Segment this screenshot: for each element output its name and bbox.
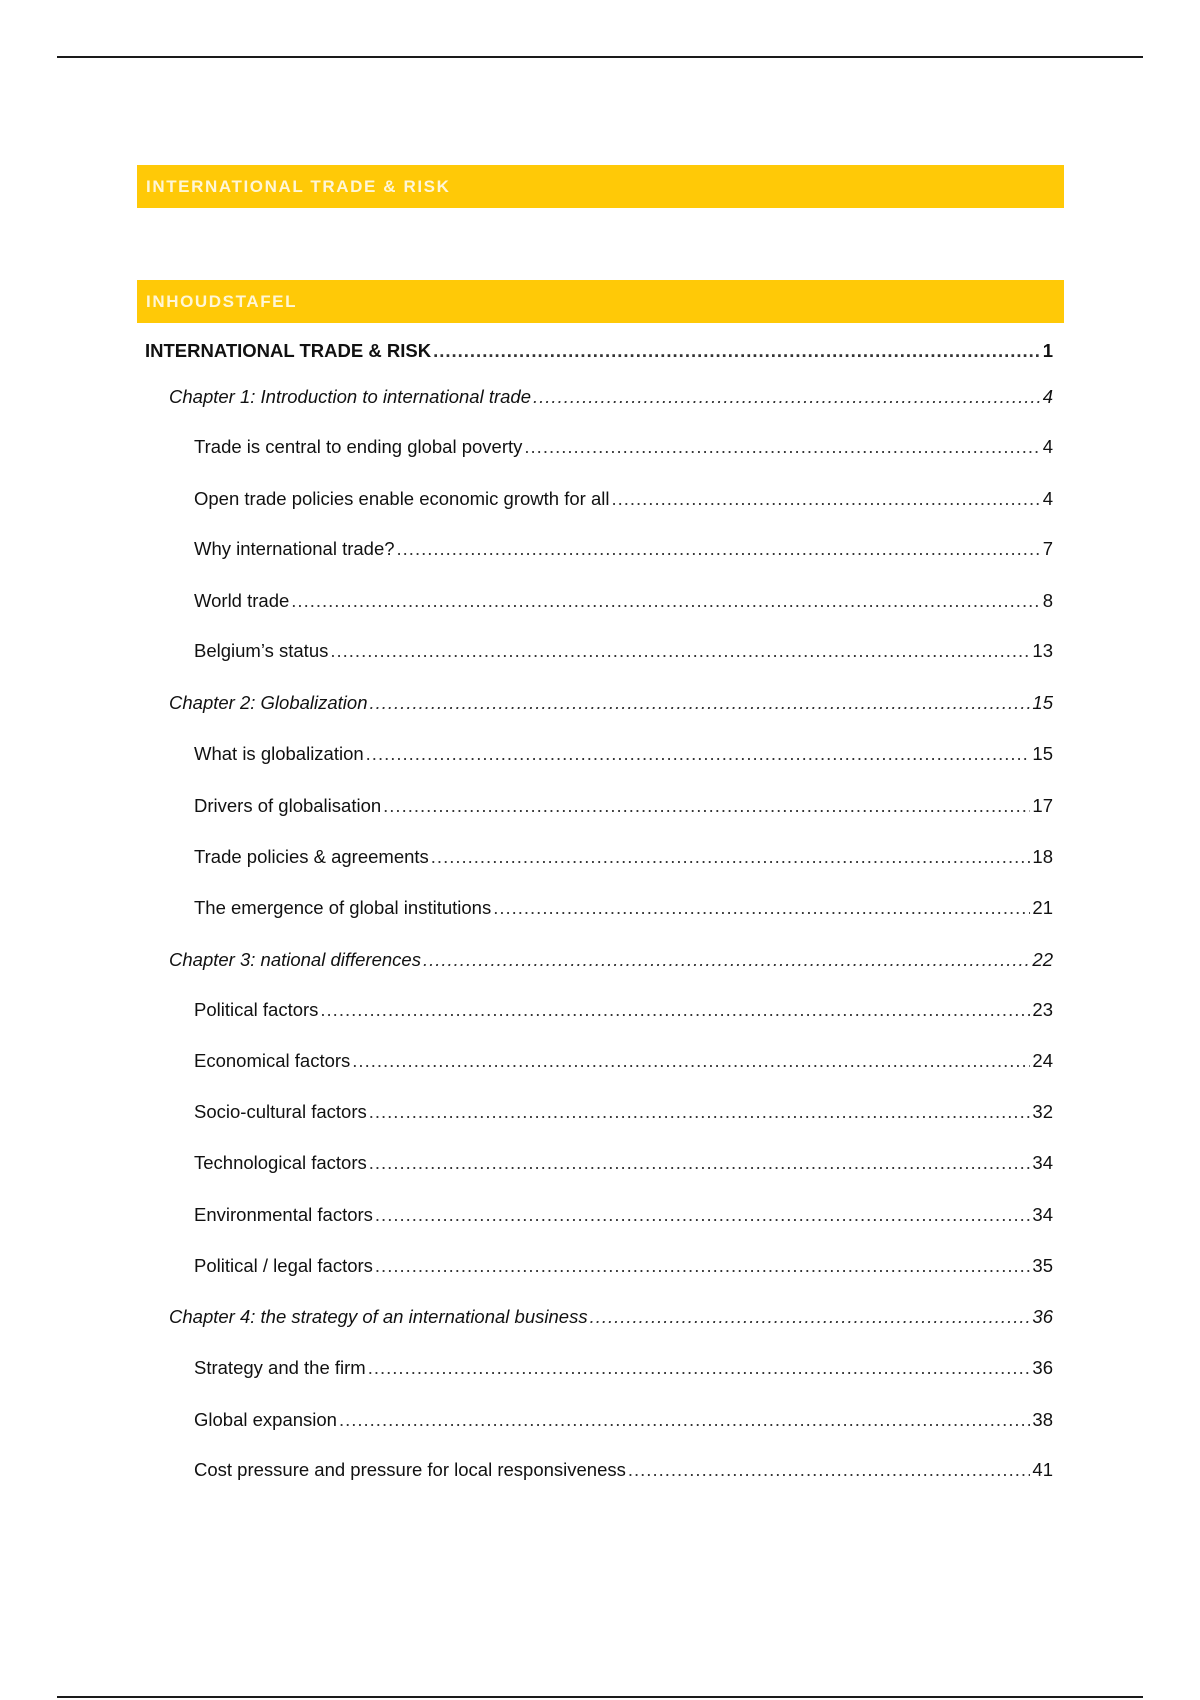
toc-entry-label: The emergence of global institutions <box>194 897 492 918</box>
toc-dot-leader <box>433 340 1041 362</box>
toc-entry-page-number: 1 <box>1042 340 1053 361</box>
toc-entry[interactable] <box>194 436 1053 466</box>
toc-entry-page-number: 13 <box>1032 640 1053 661</box>
header-rule <box>57 56 1143 58</box>
toc-entry-label: Why international trade? <box>194 538 395 559</box>
toc-dot-leader <box>397 538 1041 560</box>
toc-entry[interactable] <box>194 1409 1053 1439</box>
toc-entry-page-number: 18 <box>1032 846 1053 867</box>
toc-dot-leader <box>611 488 1040 510</box>
toc-entry[interactable] <box>145 340 1053 370</box>
toc-entry[interactable] <box>194 1357 1053 1387</box>
toc-entry-page-number: 34 <box>1032 1152 1053 1173</box>
toc-entry-label: Technological factors <box>194 1152 367 1173</box>
toc-entry-label: Drivers of globalisation <box>194 795 382 816</box>
toc-dot-leader <box>493 897 1030 919</box>
document-title: INTERNATIONAL TRADE & RISK <box>146 176 451 196</box>
toc-entry-label: INTERNATIONAL TRADE & RISK <box>145 340 432 361</box>
toc-dot-leader <box>423 949 1030 971</box>
toc-entry-label: Political factors <box>194 999 319 1020</box>
toc-entry-label: Political / legal factors <box>194 1255 373 1276</box>
toc-entry-page-number: 21 <box>1032 897 1053 918</box>
toc-dot-leader <box>368 1357 1031 1379</box>
toc-entry-page-number: 34 <box>1032 1204 1053 1225</box>
toc-entry[interactable] <box>169 692 1053 722</box>
toc-dot-leader <box>369 692 1030 714</box>
toc-dot-leader <box>383 795 1030 817</box>
toc-entry-label: Chapter 2: Globalization <box>169 692 368 713</box>
toc-dot-leader <box>375 1204 1031 1226</box>
toc-entry-label: Open trade policies enable economic growth for all <box>194 488 610 509</box>
toc-dot-leader <box>330 640 1030 662</box>
toc-entry-page-number: 22 <box>1032 949 1053 970</box>
toc-entry-label: Chapter 4: the strategy of an international business <box>169 1306 588 1327</box>
toc-entry-page-number: 36 <box>1032 1306 1053 1327</box>
toc-entry[interactable] <box>169 1306 1053 1336</box>
toc-entry[interactable] <box>194 1050 1053 1080</box>
toc-dot-leader <box>352 1050 1030 1072</box>
toc-entry-page-number: 4 <box>1042 488 1053 509</box>
toc-entry[interactable] <box>194 488 1053 518</box>
document-title-banner <box>137 165 1064 208</box>
toc-entry-page-number: 15 <box>1032 692 1053 713</box>
toc-entry-page-number: 32 <box>1032 1101 1053 1122</box>
toc-entry-page-number: 4 <box>1042 386 1053 407</box>
toc-entry-page-number: 23 <box>1032 999 1053 1020</box>
toc-entry-page-number: 7 <box>1042 538 1053 559</box>
toc-entry[interactable] <box>194 846 1053 876</box>
toc-entry[interactable] <box>194 1101 1053 1131</box>
toc-entry-label: What is globalization <box>194 743 364 764</box>
toc-entry[interactable] <box>169 386 1053 416</box>
toc-entry-label: Chapter 1: Introduction to international trade <box>169 386 532 407</box>
toc-dot-leader <box>431 846 1031 868</box>
toc-entry[interactable] <box>194 1204 1053 1234</box>
toc-entry-label: Environmental factors <box>194 1204 373 1225</box>
toc-entry-page-number: 41 <box>1032 1459 1053 1480</box>
toc-entry[interactable] <box>169 949 1053 979</box>
toc-entry[interactable] <box>194 640 1053 670</box>
toc-dot-leader <box>369 1101 1031 1123</box>
toc-entry-page-number: 35 <box>1032 1255 1053 1276</box>
toc-entry[interactable] <box>194 897 1053 927</box>
toc-entry-page-number: 8 <box>1042 590 1053 611</box>
toc-entry-label: Economical factors <box>194 1050 351 1071</box>
toc-entry[interactable] <box>194 1459 1053 1489</box>
toc-entry-page-number: 38 <box>1032 1409 1053 1430</box>
toc-entry-page-number: 36 <box>1032 1357 1053 1378</box>
toc-dot-leader <box>628 1459 1031 1481</box>
toc-entry[interactable] <box>194 1152 1053 1182</box>
toc-heading-banner <box>137 280 1064 323</box>
toc-dot-leader <box>590 1306 1031 1328</box>
toc-entry-label: World trade <box>194 590 290 611</box>
toc-entry-page-number: 15 <box>1032 743 1053 764</box>
toc-heading: INHOUDSTAFEL <box>146 291 298 311</box>
toc-entry-label: Strategy and the firm <box>194 1357 366 1378</box>
toc-entry-label: Trade is central to ending global poverty <box>194 436 523 457</box>
toc-entry-page-number: 17 <box>1032 795 1053 816</box>
toc-entry-label: Cost pressure and pressure for local responsiveness <box>194 1459 626 1480</box>
toc-dot-leader <box>366 743 1031 765</box>
toc-entry[interactable] <box>194 999 1053 1029</box>
toc-dot-leader <box>524 436 1040 458</box>
footer-rule <box>57 1696 1143 1698</box>
toc-dot-leader <box>320 999 1030 1021</box>
toc-entry[interactable] <box>194 795 1053 825</box>
toc-entry[interactable] <box>194 743 1053 773</box>
toc-dot-leader <box>369 1152 1031 1174</box>
toc-dot-leader <box>375 1255 1031 1277</box>
toc-entry-label: Trade policies & agreements <box>194 846 429 867</box>
toc-dot-leader <box>533 386 1041 408</box>
toc-entry[interactable] <box>194 590 1053 620</box>
toc-entry-label: Global expansion <box>194 1409 337 1430</box>
toc-entry[interactable] <box>194 538 1053 568</box>
toc-dot-leader <box>339 1409 1030 1431</box>
toc-entry-page-number: 4 <box>1042 436 1053 457</box>
toc-entry-label: Chapter 3: national differences <box>169 949 421 970</box>
toc-dot-leader <box>291 590 1040 612</box>
toc-entry-page-number: 24 <box>1032 1050 1053 1071</box>
toc-entry[interactable] <box>194 1255 1053 1285</box>
toc-entry-label: Belgium’s status <box>194 640 329 661</box>
toc-entry-label: Socio-cultural factors <box>194 1101 367 1122</box>
